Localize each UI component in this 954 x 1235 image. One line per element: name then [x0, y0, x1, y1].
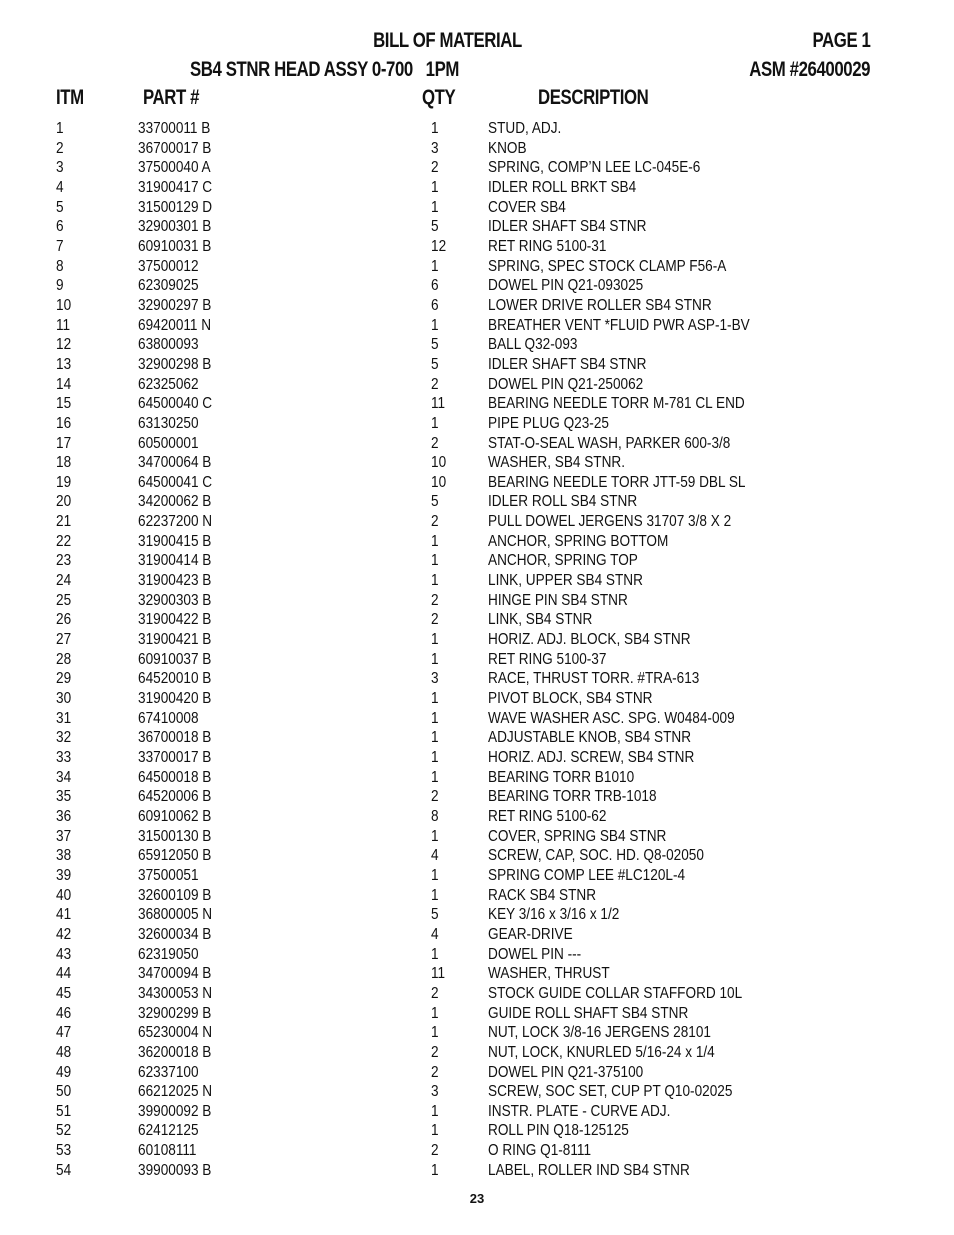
- part-number: 31500129 D: [138, 198, 213, 216]
- quantity: 2: [431, 159, 439, 177]
- part-number: 37500040 A: [138, 159, 211, 177]
- table-row: [0, 807, 954, 827]
- page-label: PAGE 1: [812, 29, 870, 52]
- description: HINGE PIN SB4 STNR: [488, 591, 628, 609]
- quantity: 2: [431, 513, 439, 531]
- table-row: [0, 178, 954, 198]
- description: O RING Q1-8111: [488, 1142, 592, 1160]
- item-number: 11: [56, 316, 71, 334]
- table-row: [0, 787, 954, 807]
- description: LINK, SB4 STNR: [488, 611, 593, 629]
- part-number: 31500130 B: [138, 827, 212, 845]
- part-number: 31900415 B: [138, 532, 212, 550]
- quantity: 4: [431, 925, 439, 943]
- table-row: [0, 630, 954, 650]
- item-number: 49: [56, 1063, 72, 1081]
- quantity: 2: [431, 591, 439, 609]
- description: INSTR. PLATE - CURVE ADJ.: [488, 1102, 671, 1120]
- item-number: 25: [56, 591, 72, 609]
- quantity: 1: [431, 1024, 439, 1042]
- quantity: 3: [431, 139, 439, 157]
- table-row: [0, 1121, 954, 1141]
- description: LABEL, ROLLER IND SB4 STNR: [488, 1161, 690, 1179]
- table-row: [0, 964, 954, 984]
- quantity: 10: [431, 473, 447, 491]
- table-row: [0, 1102, 954, 1122]
- document-title: BILL OF MATERIAL: [373, 29, 522, 52]
- part-number: 63800093: [138, 336, 199, 354]
- quantity: 1: [431, 866, 439, 884]
- table-row: [0, 453, 954, 473]
- column-header-description: DESCRIPTION: [538, 86, 649, 109]
- description: STUD, ADJ.: [488, 120, 562, 137]
- part-number: 37500012: [138, 257, 199, 275]
- description: SPRING, COMP’N LEE LC-045E-6: [488, 159, 701, 177]
- description: HORIZ. ADJ. SCREW, SB4 STNR: [488, 749, 695, 766]
- quantity: 11: [431, 965, 446, 983]
- item-number: 51: [56, 1102, 72, 1120]
- quantity: 1: [431, 257, 439, 275]
- description: RET RING 5100-37: [488, 650, 607, 668]
- bom-table: [0, 119, 954, 1180]
- item-number: 6: [56, 218, 64, 236]
- part-number: 62337100: [138, 1063, 199, 1081]
- item-number: 5: [56, 198, 64, 216]
- item-number: 24: [56, 572, 72, 590]
- item-number: 17: [56, 434, 72, 452]
- item-number: 27: [56, 631, 72, 649]
- quantity: 1: [431, 316, 439, 334]
- description: NUT, LOCK, KNURLED 5/16-24 x 1/4: [488, 1043, 715, 1061]
- table-row: [0, 198, 954, 218]
- description: RACE, THRUST TORR. #TRA-613: [488, 670, 700, 688]
- description: DOWEL PIN Q21-375100: [488, 1063, 644, 1081]
- table-row: [0, 394, 954, 414]
- quantity: 1: [431, 886, 439, 904]
- item-number: 38: [56, 847, 72, 865]
- part-number: 33700011 B: [138, 120, 211, 137]
- description: IDLER SHAFT SB4 STNR: [488, 355, 647, 373]
- part-number: 64520010 B: [138, 670, 212, 688]
- item-number: 40: [56, 886, 72, 904]
- item-number: 7: [56, 237, 64, 255]
- part-number: 31900423 B: [138, 572, 212, 590]
- quantity: 1: [431, 749, 439, 766]
- description: IDLER ROLL SB4 STNR: [488, 493, 638, 511]
- item-number: 41: [56, 906, 72, 924]
- part-number: 31900417 C: [138, 178, 213, 196]
- quantity: 5: [431, 336, 439, 354]
- description: DOWEL PIN ---: [488, 945, 582, 963]
- description: PIPE PLUG Q23-25: [488, 414, 609, 432]
- part-number: 36700018 B: [138, 729, 212, 747]
- description: BEARING TORR B1010: [488, 768, 635, 786]
- item-number: 33: [56, 749, 72, 766]
- description: ANCHOR, SPRING BOTTOM: [488, 532, 669, 550]
- part-number: 36800005 N: [138, 906, 213, 924]
- item-number: 39: [56, 866, 72, 884]
- quantity: 1: [431, 1161, 439, 1179]
- description: RACK SB4 STNR: [488, 886, 597, 904]
- quantity: 4: [431, 847, 439, 865]
- item-number: 31: [56, 709, 72, 727]
- part-number: 34700064 B: [138, 454, 212, 472]
- description: WASHER, THRUST: [488, 965, 610, 983]
- part-number: 64520006 B: [138, 788, 212, 806]
- description: LOWER DRIVE ROLLER SB4 STNR: [488, 296, 712, 314]
- item-number: 46: [56, 1004, 72, 1022]
- item-number: 36: [56, 807, 72, 825]
- table-row: [0, 237, 954, 257]
- part-number: 65912050 B: [138, 847, 212, 865]
- description: NUT, LOCK 3/8-16 JERGENS 28101: [488, 1024, 711, 1042]
- description: SPRING COMP LEE #LC120L-4: [488, 866, 686, 884]
- quantity: 6: [431, 277, 439, 295]
- table-row: [0, 827, 954, 847]
- part-number: 32900298 B: [138, 355, 212, 373]
- part-number: 36700017 B: [138, 139, 212, 157]
- quantity: 12: [431, 237, 447, 255]
- item-number: 22: [56, 532, 72, 550]
- quantity: 1: [431, 178, 439, 196]
- part-number: 39900093 B: [138, 1161, 212, 1179]
- table-row: [0, 1043, 954, 1063]
- item-number: 30: [56, 690, 72, 708]
- quantity: 2: [431, 1063, 439, 1081]
- description: COVER, SPRING SB4 STNR: [488, 827, 667, 845]
- part-number: 63130250: [138, 414, 199, 432]
- description: IDLER SHAFT SB4 STNR: [488, 218, 647, 236]
- assembly-subtitle: SB4 STNR HEAD ASSY 0-700 1PM: [190, 58, 460, 81]
- table-row: [0, 335, 954, 355]
- quantity: 1: [431, 709, 439, 727]
- quantity: 2: [431, 1043, 439, 1061]
- quantity: 1: [431, 572, 439, 590]
- part-number: 36200018 B: [138, 1043, 212, 1061]
- table-row: [0, 1004, 954, 1024]
- quantity: 11: [431, 395, 446, 413]
- part-number: 32900301 B: [138, 218, 212, 236]
- description: WASHER, SB4 STNR.: [488, 454, 626, 472]
- item-number: 47: [56, 1024, 72, 1042]
- description: DOWEL PIN Q21-093025: [488, 277, 644, 295]
- item-number: 34: [56, 768, 72, 786]
- quantity: 1: [431, 631, 439, 649]
- table-row: [0, 1141, 954, 1161]
- description: PULL DOWEL JERGENS 31707 3/8 X 2: [488, 513, 732, 531]
- description: KNOB: [488, 139, 527, 157]
- table-row: [0, 532, 954, 552]
- part-number: 62319050: [138, 945, 199, 963]
- item-number: 3: [56, 159, 64, 177]
- description: KEY 3/16 x 3/16 x 1/2: [488, 906, 620, 924]
- description: HORIZ. ADJ. BLOCK, SB4 STNR: [488, 631, 691, 649]
- item-number: 18: [56, 454, 72, 472]
- part-number: 39900092 B: [138, 1102, 212, 1120]
- table-row: [0, 1023, 954, 1043]
- item-number: 53: [56, 1142, 72, 1160]
- item-number: 44: [56, 965, 72, 983]
- description: RET RING 5100-31: [488, 237, 607, 255]
- item-number: 20: [56, 493, 72, 511]
- table-row: [0, 728, 954, 748]
- part-number: 31900414 B: [138, 552, 212, 570]
- quantity: 2: [431, 1142, 439, 1160]
- part-number: 66212025 N: [138, 1083, 213, 1101]
- part-number: 60500001: [138, 434, 199, 452]
- description: SCREW, CAP, SOC. HD. Q8-02050: [488, 847, 704, 865]
- item-number: 16: [56, 414, 72, 432]
- quantity: 6: [431, 296, 439, 314]
- item-number: 8: [56, 257, 64, 275]
- table-row: [0, 158, 954, 178]
- description: BEARING NEEDLE TORR JTT-59 DBL SL: [488, 473, 746, 491]
- table-row: [0, 316, 954, 336]
- part-number: 31900421 B: [138, 631, 212, 649]
- quantity: 3: [431, 1083, 439, 1101]
- quantity: 1: [431, 690, 439, 708]
- part-number: 32900299 B: [138, 1004, 212, 1022]
- part-number: 34300053 N: [138, 984, 213, 1002]
- table-row: [0, 551, 954, 571]
- table-row: [0, 1161, 954, 1181]
- table-row: [0, 945, 954, 965]
- part-number: 32900303 B: [138, 591, 212, 609]
- item-number: 32: [56, 729, 72, 747]
- quantity: 1: [431, 532, 439, 550]
- part-number: 32600109 B: [138, 886, 212, 904]
- table-row: [0, 571, 954, 591]
- item-number: 26: [56, 611, 72, 629]
- item-number: 42: [56, 925, 72, 943]
- table-row: [0, 139, 954, 159]
- table-row: [0, 768, 954, 788]
- part-number: 32900297 B: [138, 296, 212, 314]
- quantity: 1: [431, 414, 439, 432]
- description: GUIDE ROLL SHAFT SB4 STNR: [488, 1004, 689, 1022]
- description: GEAR-DRIVE: [488, 925, 573, 943]
- description: RET RING 5100-62: [488, 807, 607, 825]
- item-number: 9: [56, 277, 64, 295]
- item-number: 52: [56, 1122, 72, 1140]
- part-number: 69420011 N: [138, 316, 212, 334]
- part-number: 32600034 B: [138, 925, 212, 943]
- table-row: [0, 610, 954, 630]
- item-number: 21: [56, 513, 72, 531]
- item-number: 15: [56, 395, 72, 413]
- table-row: [0, 492, 954, 512]
- part-number: 60108111: [138, 1142, 197, 1160]
- part-number: 34200062 B: [138, 493, 212, 511]
- description: WAVE WASHER ASC. SPG. W0484-009: [488, 709, 735, 727]
- description: LINK, UPPER SB4 STNR: [488, 572, 643, 590]
- quantity: 1: [431, 729, 439, 747]
- description: BALL Q32-093: [488, 336, 578, 354]
- quantity: 2: [431, 788, 439, 806]
- description: SPRING, SPEC STOCK CLAMP F56-A: [488, 257, 727, 275]
- table-row: [0, 669, 954, 689]
- table-row: [0, 257, 954, 277]
- table-row: [0, 866, 954, 886]
- item-number: 43: [56, 945, 72, 963]
- item-number: 48: [56, 1043, 72, 1061]
- item-number: 45: [56, 984, 72, 1002]
- table-row: [0, 119, 954, 139]
- item-number: 13: [56, 355, 72, 373]
- part-number: 62309025: [138, 277, 199, 295]
- part-number: 64500018 B: [138, 768, 212, 786]
- quantity: 1: [431, 198, 439, 216]
- quantity: 8: [431, 807, 439, 825]
- part-number: 33700017 B: [138, 749, 212, 766]
- page-number: 23: [469, 1191, 485, 1206]
- quantity: 2: [431, 434, 439, 452]
- quantity: 1: [431, 552, 439, 570]
- quantity: 2: [431, 611, 439, 629]
- part-number: 34700094 B: [138, 965, 212, 983]
- item-number: 19: [56, 473, 72, 491]
- description: BREATHER VENT *FLUID PWR ASP-1-BV: [488, 316, 750, 334]
- column-header-part: PART #: [143, 86, 200, 109]
- item-number: 54: [56, 1161, 72, 1179]
- item-number: 37: [56, 827, 72, 845]
- description: SCREW, SOC SET, CUP PT Q10-02025: [488, 1083, 733, 1101]
- item-number: 14: [56, 375, 72, 393]
- table-row: [0, 925, 954, 945]
- part-number: 62237200 N: [138, 513, 213, 531]
- table-row: [0, 886, 954, 906]
- quantity: 1: [431, 650, 439, 668]
- table-row: [0, 276, 954, 296]
- quantity: 1: [431, 768, 439, 786]
- part-number: 64500041 C: [138, 473, 213, 491]
- item-number: 10: [56, 296, 72, 314]
- quantity: 5: [431, 218, 439, 236]
- item-number: 28: [56, 650, 72, 668]
- quantity: 1: [431, 1122, 439, 1140]
- table-row: [0, 1082, 954, 1102]
- part-number: 31900422 B: [138, 611, 212, 629]
- table-row: [0, 984, 954, 1004]
- part-number: 62412125: [138, 1122, 199, 1140]
- quantity: 5: [431, 493, 439, 511]
- assembly-number: ASM #26400029: [749, 58, 870, 81]
- description: STOCK GUIDE COLLAR STAFFORD 10L: [488, 984, 743, 1002]
- quantity: 10: [431, 454, 447, 472]
- part-number: 62325062: [138, 375, 199, 393]
- table-row: [0, 846, 954, 866]
- description: DOWEL PIN Q21-250062: [488, 375, 644, 393]
- table-row: [0, 905, 954, 925]
- part-number: 31900420 B: [138, 690, 212, 708]
- table-row: [0, 591, 954, 611]
- column-header-qty: QTY: [422, 86, 456, 109]
- quantity: 5: [431, 906, 439, 924]
- item-number: 2: [56, 139, 64, 157]
- item-number: 23: [56, 552, 72, 570]
- column-header-itm: ITM: [56, 86, 84, 109]
- table-row: [0, 375, 954, 395]
- table-row: [0, 709, 954, 729]
- table-row: [0, 512, 954, 532]
- table-row: [0, 689, 954, 709]
- description: ADJUSTABLE KNOB, SB4 STNR: [488, 729, 692, 747]
- quantity: 1: [431, 827, 439, 845]
- quantity: 1: [431, 1102, 439, 1120]
- table-row: [0, 217, 954, 237]
- part-number: 60910031 B: [138, 237, 212, 255]
- item-number: 35: [56, 788, 72, 806]
- part-number: 64500040 C: [138, 395, 213, 413]
- table-row: [0, 414, 954, 434]
- quantity: 2: [431, 984, 439, 1002]
- item-number: 50: [56, 1083, 72, 1101]
- description: STAT-O-SEAL WASH, PARKER 600-3/8: [488, 434, 731, 452]
- item-number: 1: [56, 120, 64, 137]
- table-row: [0, 355, 954, 375]
- description: BEARING NEEDLE TORR M-781 CL END: [488, 395, 745, 413]
- table-row: [0, 650, 954, 670]
- description: COVER SB4: [488, 198, 566, 216]
- part-number: 60910037 B: [138, 650, 212, 668]
- quantity: 1: [431, 1004, 439, 1022]
- item-number: 4: [56, 178, 64, 196]
- part-number: 67410008: [138, 709, 199, 727]
- description: IDLER ROLL BRKT SB4: [488, 178, 637, 196]
- description: ROLL PIN Q18-125125: [488, 1122, 629, 1140]
- quantity: 5: [431, 355, 439, 373]
- table-row: [0, 434, 954, 454]
- quantity: 3: [431, 670, 439, 688]
- quantity: 1: [431, 945, 439, 963]
- part-number: 60910062 B: [138, 807, 212, 825]
- table-row: [0, 296, 954, 316]
- item-number: 29: [56, 670, 72, 688]
- table-row: [0, 1063, 954, 1083]
- part-number: 65230004 N: [138, 1024, 213, 1042]
- item-number: 12: [56, 336, 72, 354]
- description: PIVOT BLOCK, SB4 STNR: [488, 690, 653, 708]
- table-row: [0, 748, 954, 768]
- part-number: 37500051: [138, 866, 199, 884]
- quantity: 1: [431, 120, 439, 137]
- table-row: [0, 473, 954, 493]
- quantity: 2: [431, 375, 439, 393]
- description: ANCHOR, SPRING TOP: [488, 552, 638, 570]
- description: BEARING TORR TRB-1018: [488, 788, 657, 806]
